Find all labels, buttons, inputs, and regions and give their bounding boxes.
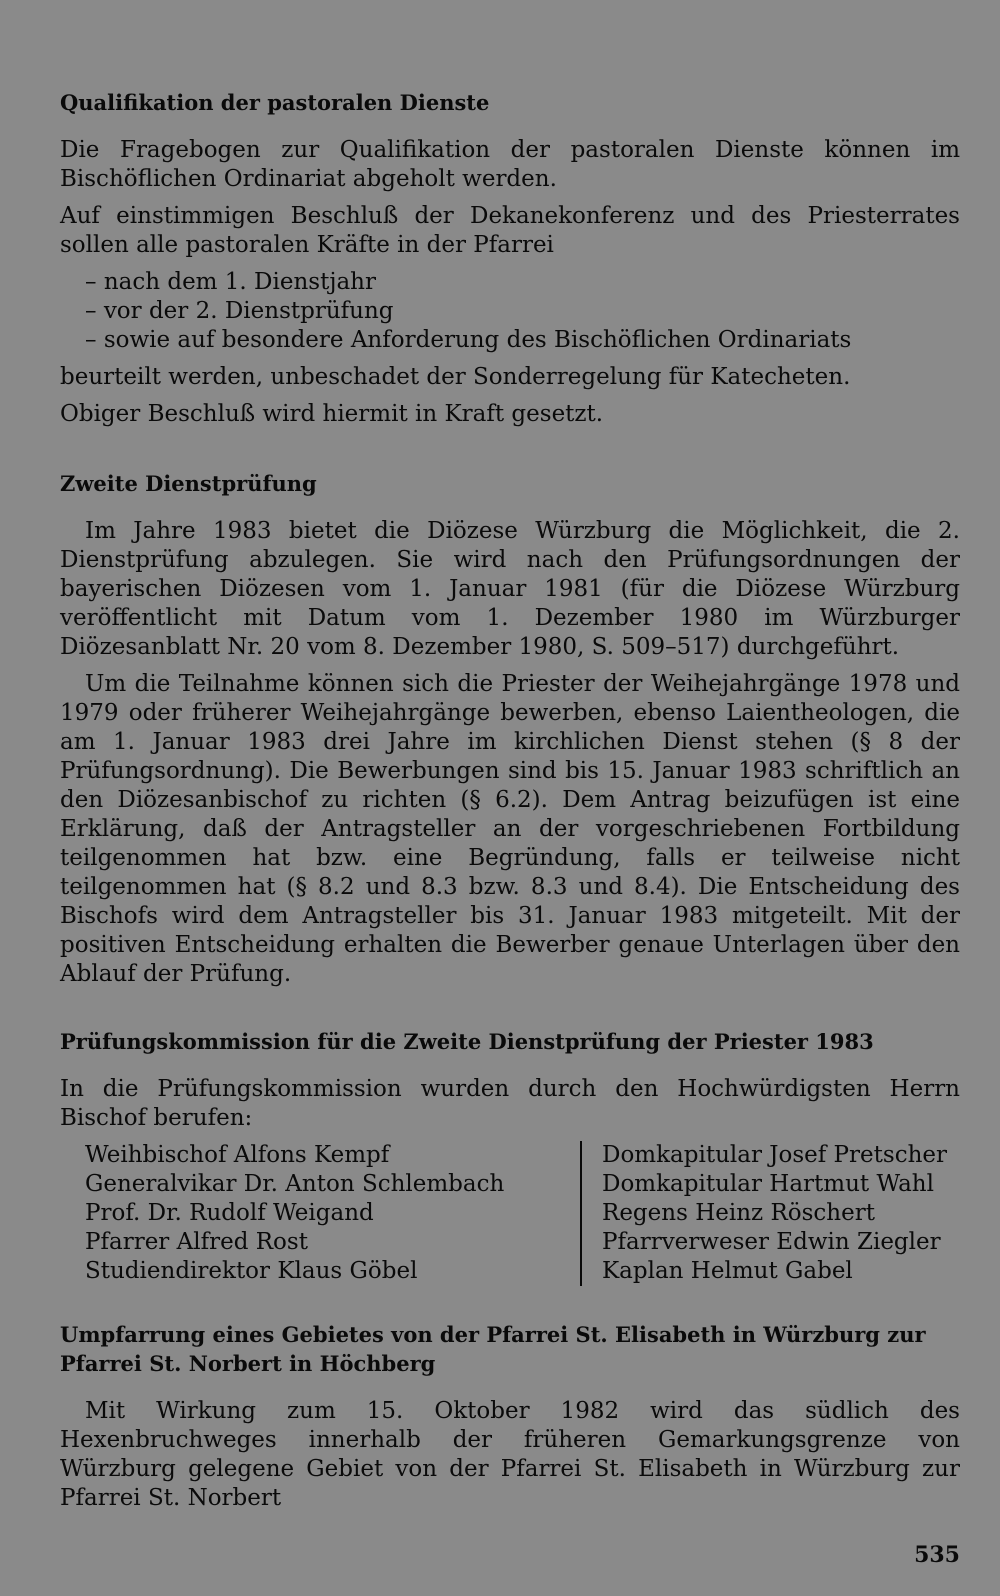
paragraph: Im Jahre 1983 bietet die Diözese Würzburg die Möglichkeit, die 2. Dienstprüfung abzulegen. Sie wird nach den Prüfungsordnungen der bayerischen Diözesen vom 1. Januar 1981 (für die Diözese Würzburg veröffentlicht mit Datum vom 1. Dezember 1980 im Würzburger Diözesanblatt Nr. 20 vom 8. Dezember 1980, S. 509–517) durchgeführt. [60, 518, 960, 660]
member-name: Domkapitular Josef Pretscher [602, 1142, 947, 1168]
paragraph: Obiger Beschluß wird hiermit in Kraft gesetzt. [60, 401, 604, 427]
list-item: – nach dem 1. Dienstjahr [85, 268, 960, 297]
paragraph: Mit Wirkung zum 15. Oktober 1982 wird das südlich des Hexenbruchweges innerhalb der früheren Gemarkungsgrenze von Würzburg gelegene Gebiet von der Pfarrei St. Elisabeth in Würzburg zur Pfarrei St. Norbert [60, 1398, 960, 1511]
section-dienstpruefung [60, 469, 960, 989]
member-name: Studiendirektor Klaus Göbel [85, 1258, 418, 1284]
list-item: – sowie auf besondere Anforderung des Bischöflichen Ordinariats [85, 326, 960, 355]
section-qualifikation [60, 88, 960, 429]
commission-members [85, 1141, 960, 1286]
document-page [60, 88, 960, 1521]
member-name: Regens Heinz Röschert [602, 1200, 875, 1226]
section-heading: Umpfarrung eines Gebietes von der Pfarrei St. Elisabeth in Würzburg zur Pfarrei St. Norbert in Höchberg [60, 1322, 926, 1376]
member-name: Pfarrverweser Edwin Ziegler [602, 1229, 941, 1255]
member-name: Generalvikar Dr. Anton Schlembach [85, 1171, 505, 1197]
member-name: Domkapitular Hartmut Wahl [602, 1171, 934, 1197]
member-name: Pfarrer Alfred Rost [85, 1229, 308, 1255]
member-name: Kaplan Helmut Gabel [602, 1258, 853, 1284]
paragraph: Um die Teilnahme können sich die Priester der Weihejahrgänge 1978 und 1979 oder früherer Weihejahrgänge bewerben, ebenso Laientheologen, die am 1. Januar 1983 drei Jahre im kirchlichen Dienst stehen (§ 8 der Prüfungsordnung). Die Bewerbungen sind bis 15. Januar 1983 schriftlich an den Diözesanbischof zu richten (§ 6.2). Dem Antrag beizufügen ist eine Erklärung, daß der Antragsteller an der vorgeschriebenen Fortbildung teilgenommen hat bzw. eine Begründung, falls er teilweise nicht teilgenommen hat (§ 8.2 und 8.3 bzw. 8.3 und 8.4). Die Entscheidung des Bischofs wird dem Antragsteller bis 31. Januar 1983 mitgeteilt. Mit der positiven Entscheidung erhalten die Bewerber genaue Unterlagen über den Ablauf der Prüfung. [60, 671, 960, 987]
section-kommission [60, 1027, 960, 1286]
members-left-column [85, 1141, 580, 1286]
paragraph: beurteilt werden, unbeschadet der Sonderregelung für Katecheten. [60, 364, 851, 390]
list-item: – vor der 2. Dienstprüfung [85, 297, 960, 326]
member-name: Weihbischof Alfons Kempf [85, 1142, 390, 1168]
section-heading: Prüfungskommission für die Zweite Dienstprüfung der Priester 1983 [60, 1029, 874, 1054]
paragraph: In die Prüfungskommission wurden durch den Hochwürdigsten Herrn Bischof berufen: [60, 1076, 960, 1131]
members-right-column [580, 1141, 947, 1286]
paragraph: Die Fragebogen zur Qualifikation der pastoralen Dienste können im Bischöflichen Ordinariat abgeholt werden. [60, 137, 960, 192]
section-heading: Zweite Dienstprüfung [60, 471, 317, 496]
section-heading: Qualifikation der pastoralen Dienste [60, 90, 490, 115]
page-number: 535 [914, 1542, 960, 1568]
member-name: Prof. Dr. Rudolf Weigand [85, 1200, 374, 1226]
paragraph: Auf einstimmigen Beschluß der Dekanekonferenz und des Priesterrates sollen alle pastoralen Kräfte in der Pfarrei [60, 203, 960, 258]
dash-list [60, 268, 960, 355]
section-umpfarrung [60, 1320, 960, 1513]
